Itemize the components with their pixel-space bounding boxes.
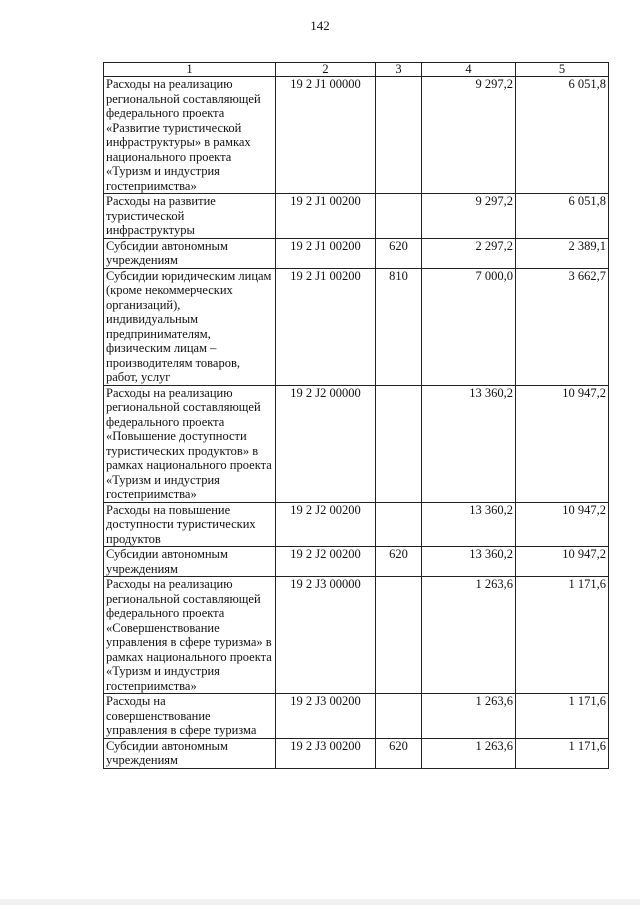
- target-code: 19 2 J3 00200: [276, 694, 376, 739]
- expense-type: 620: [376, 738, 422, 768]
- expense-name: Субсидии автономным учреждениям: [104, 238, 276, 268]
- column-header-5: 5: [516, 63, 609, 77]
- expense-name: Расходы на реализацию региональной составляющей федерального проекта «Развитие туристической инфраструктуры» в рамках национального проекта «Туризм и индустрия гостеприимства»: [104, 77, 276, 194]
- table-row: [104, 738, 609, 768]
- header-row: [104, 63, 609, 77]
- expense-name: Расходы на повышение доступности туристических продуктов: [104, 502, 276, 547]
- amount-col5: 3 662,7: [516, 268, 609, 385]
- table-row: [104, 547, 609, 577]
- target-code: 19 2 J3 00000: [276, 577, 376, 694]
- column-header-2: 2: [276, 63, 376, 77]
- expense-name: Расходы на совершенствование управления в сфере туризма: [104, 694, 276, 739]
- table-row: [104, 577, 609, 694]
- table-row: [104, 502, 609, 547]
- amount-col5: 6 051,8: [516, 194, 609, 239]
- table-row: [104, 238, 609, 268]
- expense-name: Расходы на реализацию региональной составляющей федерального проекта «Повышение доступности туристических продуктов» в рамках национального проекта «Туризм и индустрия гостеприимства»: [104, 385, 276, 502]
- expense-type: [376, 577, 422, 694]
- expense-type: [376, 694, 422, 739]
- budget-table: [103, 62, 609, 769]
- target-code: 19 2 J2 00200: [276, 547, 376, 577]
- expense-name: Расходы на развитие туристической инфраструктуры: [104, 194, 276, 239]
- amount-col4: 13 360,2: [422, 547, 516, 577]
- expense-name: Субсидии автономным учреждениям: [104, 547, 276, 577]
- table-row: [104, 694, 609, 739]
- amount-col4: 13 360,2: [422, 502, 516, 547]
- amount-col4: 1 263,6: [422, 738, 516, 768]
- table-row: [104, 194, 609, 239]
- amount-col5: 1 171,6: [516, 577, 609, 694]
- page-number: 142: [310, 18, 330, 33]
- expense-name: Субсидии автономным учреждениям: [104, 738, 276, 768]
- expense-type: [376, 77, 422, 194]
- amount-col4: 1 263,6: [422, 577, 516, 694]
- amount-col5: 10 947,2: [516, 502, 609, 547]
- amount-col5: 6 051,8: [516, 77, 609, 194]
- amount-col4: 13 360,2: [422, 385, 516, 502]
- expense-type: [376, 194, 422, 239]
- amount-col5: 2 389,1: [516, 238, 609, 268]
- column-header-4: 4: [422, 63, 516, 77]
- amount-col5: 10 947,2: [516, 385, 609, 502]
- target-code: 19 2 J1 00200: [276, 268, 376, 385]
- expense-name: Субсидии юридическим лицам (кроме некоммерческих организаций), индивидуальным предпринимателям, физическим лицам – производителям товаров, работ, услуг: [104, 268, 276, 385]
- expense-name: Расходы на реализацию региональной составляющей федерального проекта «Совершенствование управления в сфере туризма» в рамках национального проекта «Туризм и индустрия гостеприимства»: [104, 577, 276, 694]
- expense-type: 620: [376, 238, 422, 268]
- amount-col4: 7 000,0: [422, 268, 516, 385]
- table-row: [104, 268, 609, 385]
- target-code: 19 2 J3 00200: [276, 738, 376, 768]
- expense-type: [376, 385, 422, 502]
- target-code: 19 2 J2 00200: [276, 502, 376, 547]
- target-code: 19 2 J1 00000: [276, 77, 376, 194]
- expense-type: 810: [376, 268, 422, 385]
- column-header-3: 3: [376, 63, 422, 77]
- amount-col5: 1 171,6: [516, 694, 609, 739]
- target-code: 19 2 J1 00200: [276, 194, 376, 239]
- table-body: [104, 77, 609, 769]
- amount-col4: 9 297,2: [422, 77, 516, 194]
- scan-edge: [0, 899, 640, 905]
- table-row: [104, 385, 609, 502]
- expense-type: 620: [376, 547, 422, 577]
- table-header: [104, 63, 609, 77]
- table-row: [104, 77, 609, 194]
- target-code: 19 2 J2 00000: [276, 385, 376, 502]
- column-header-1: 1: [104, 63, 276, 77]
- amount-col4: 9 297,2: [422, 194, 516, 239]
- amount-col5: 1 171,6: [516, 738, 609, 768]
- target-code: 19 2 J1 00200: [276, 238, 376, 268]
- expense-type: [376, 502, 422, 547]
- amount-col4: 1 263,6: [422, 694, 516, 739]
- amount-col5: 10 947,2: [516, 547, 609, 577]
- amount-col4: 2 297,2: [422, 238, 516, 268]
